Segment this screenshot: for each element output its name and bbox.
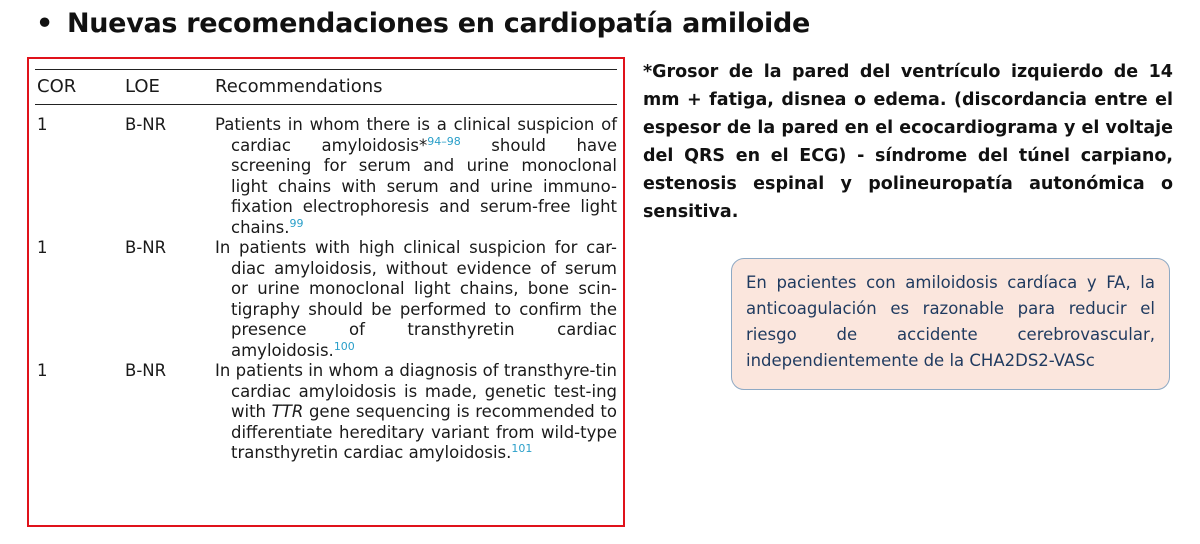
reference-link[interactable]: 100: [333, 339, 355, 353]
header-cor: COR: [35, 70, 125, 105]
gene-name: TTR: [271, 402, 304, 421]
footnote-text: *Grosor de la pared del ventrículo izquierdo de 14 mm + fatiga, disnea o edema. (discordancia entre el espesor de la pared en el ecocardiograma y el voltaje del QRS en el ECG) - síndrome del túnel carpiano, estenosis espinal y polineuropatía autonómica o sensitiva.: [643, 62, 1173, 222]
recommendations-table-frame: [27, 57, 625, 527]
rec-text-part: gene sequencing is recommended to differentiate hereditary variant from wild-type transthyretin cardiac amyloidosis.: [231, 402, 617, 462]
cell-loe: B-NR: [125, 115, 167, 134]
table-row: [35, 238, 617, 361]
bullet-icon: •: [36, 8, 53, 39]
title-text: Nuevas recomendaciones en cardiopatía amiloide: [66, 8, 811, 39]
header-loe: LOE: [125, 70, 215, 105]
cell-loe: B-NR: [125, 361, 167, 380]
cell-cor: 1: [37, 238, 48, 257]
callout-box: [731, 258, 1170, 390]
reference-link[interactable]: 99: [289, 216, 304, 230]
cell-cor: 1: [37, 361, 48, 380]
rec-text-part: In patients with high clinical suspicion for car-diac amyloidosis, without evidence of serum or urine monoclonal light chains, bone scin-tigraphy should be performed to confirm the presence of transthyretin cardiac amyloidosis.: [215, 238, 617, 360]
reference-link[interactable]: 94–98: [427, 134, 461, 148]
rec-text-part: should have screening for serum and urine monoclonal light chains with serum and urine immuno-fixation electrophoresis and serum-free light chains.: [231, 135, 617, 237]
callout-text: En pacientes con amiloidosis cardíaca y FA, la anticoagulación es razonable para reducir el riesgo de accidente cerebrovascular, independientemente de la CHA2DS2-VASc: [746, 273, 1155, 370]
slide-title: [36, 8, 810, 39]
rec-text-part: Patients in whom there is a clinical suspicion of cardiac amyloidosis*: [215, 115, 617, 155]
header-recommendations: Recommendations: [215, 70, 617, 105]
table-row: [35, 105, 617, 239]
reference-link[interactable]: 101: [511, 442, 533, 455]
cell-cor: 1: [37, 115, 48, 134]
cell-recommendation: [215, 238, 617, 361]
cell-recommendation: [215, 105, 617, 239]
cell-loe: B-NR: [125, 238, 167, 257]
recommendations-table: [35, 69, 617, 464]
table-header-row: [35, 70, 617, 105]
table-row: [35, 361, 617, 464]
cell-recommendation: [215, 361, 617, 464]
rec-text-part: In patients in whom a diagnosis of transthyre-tin cardiac amyloidosis is made, genetic test-ing with: [215, 361, 617, 421]
